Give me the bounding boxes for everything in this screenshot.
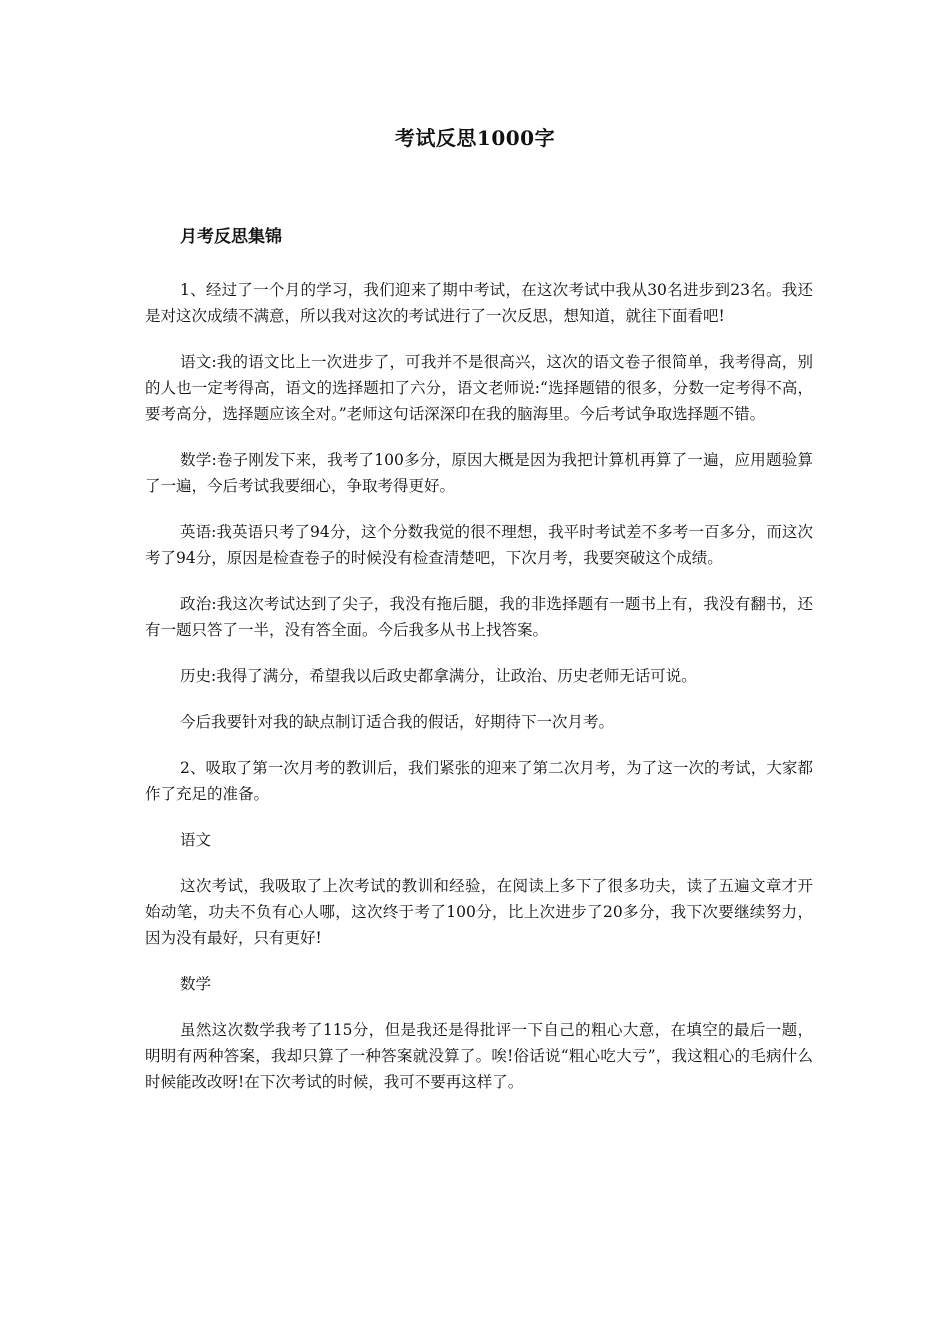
paragraph-2: 2、吸取了第一次月考的教训后，我们紧张的迎来了第二次月考，为了这一次的考试，大家都作了充足的准备。 <box>145 759 813 803</box>
paragraph-plan: 今后我要针对我的缺点制订适合我的假话，好期待下一次月考。 <box>180 713 615 731</box>
document-title: 考试反思1000字 <box>394 126 556 150</box>
section-heading: 月考反思集锦 <box>180 227 282 247</box>
subheading-chinese: 语文 <box>180 831 212 849</box>
paragraph-history: 历史:我得了满分，希望我以后政史都拿满分，让政治、历史老师无话可说。 <box>180 667 697 685</box>
paragraph-1: 1、经过了一个月的学习，我们迎来了期中考试，在这次考试中我从30名进步到23名。我还是对这次成绩不满意，所以我对这次的考试进行了一次反思，想知道，就往下面看吧! <box>145 281 813 325</box>
paragraph-math-2: 虽然这次数学我考了115分，但是我还是得批评一下自己的粗心大意，在填空的最后一题，明明有两种答案，我却只算了一种答案就没算了。唉!俗话说“粗心吃大亏”，我这粗心的毛病什么时候能改改呀!在下次考试的时候，我可不要再这样了。 <box>145 1021 813 1091</box>
paragraph-english: 英语:我英语只考了94分，这个分数我觉的很不理想，我平时考试差不多考一百多分，而这次考了94分，原因是检查卷子的时候没有检查清楚吧，下次月考，我要突破这个成绩。 <box>145 523 813 567</box>
paragraph-chinese-2: 这次考试，我吸取了上次考试的教训和经验，在阅读上多下了很多功夫，读了五遍文章才开始动笔，功夫不负有心人哪，这次终于考了100分，比上次进步了20多分，我下次要继续努力，因为没有最好，只有更好! <box>145 877 813 947</box>
subheading-math: 数学 <box>180 975 212 993</box>
paragraph-politics: 政治:我这次考试达到了尖子，我没有拖后腿，我的非选择题有一题书上有，我没有翻书，还有一题只答了一半，没有答全面。今后我多从书上找答案。 <box>145 595 813 639</box>
document-body <box>145 224 813 1115</box>
paragraph-math: 数学:卷子刚发下来，我考了100多分，原因大概是因为我把计算机再算了一遍，应用题验算了一遍，今后考试我要细心，争取考得更好。 <box>145 451 813 495</box>
paragraph-chinese: 语文:我的语文比上一次进步了，可我并不是很高兴，这次的语文卷子很简单，我考得高，别的人也一定考得高，语文的选择题扣了六分，语文老师说:“选择题错的很多，分数一定考得不高，要考高分，选择题应该全对。”老师这句话深深印在我的脑海里。今后考试争取选择题不错。 <box>145 353 813 423</box>
